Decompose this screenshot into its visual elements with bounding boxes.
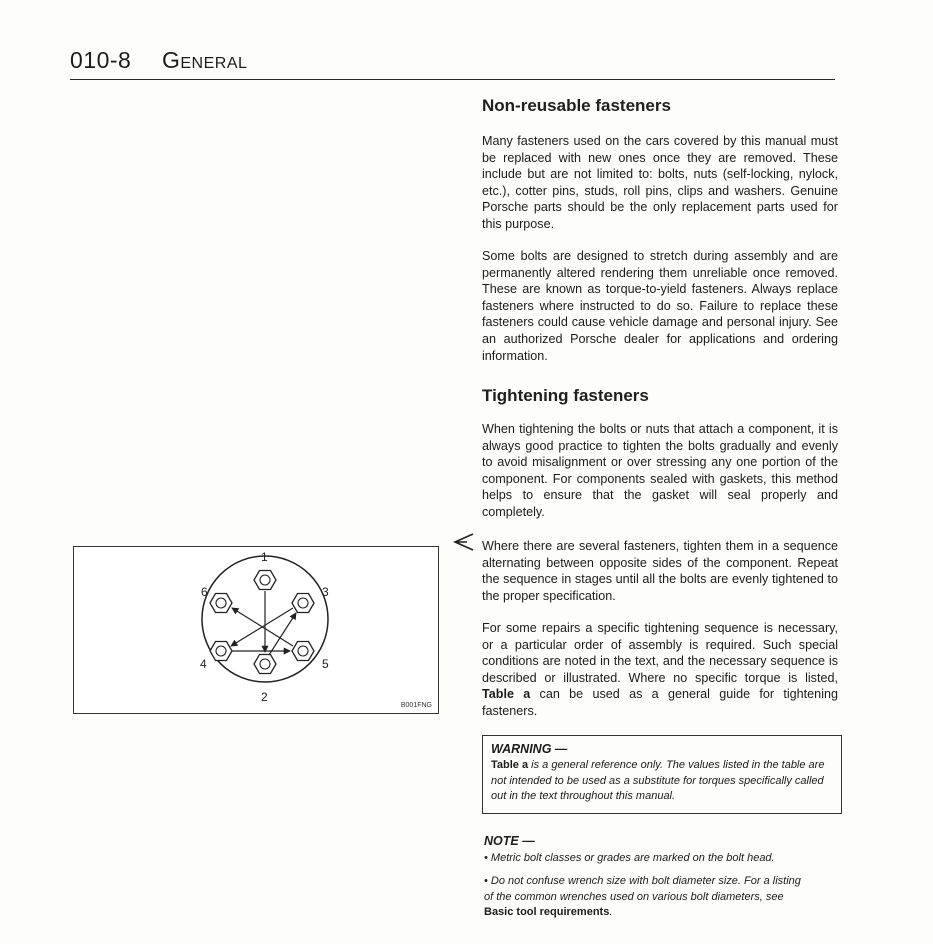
para-nonreusable-1 xyxy=(482,133,838,233)
note-item-1: • Metric bolt classes or grades are marked on the bolt head. xyxy=(484,852,775,864)
heading-nonreusable-text: Non-reusable fasteners xyxy=(482,96,671,115)
para-tightening-3-part1: For some repairs a specific tightening sequence is necessary, or a particular order of assembly is required. Such special conditions are noted in the text, and the necessary sequence is described or illustrated. Where no specific torque is listed, xyxy=(482,621,838,685)
label-bolt-4: 4 xyxy=(200,657,207,671)
note-item-2 xyxy=(484,874,812,921)
page-header xyxy=(70,45,835,80)
heading-nonreusable xyxy=(482,96,838,116)
para-nonreusable-2-text: Some bolts are designed to stretch during assembly and are permanently altered rendering them unreliable once removed. These are known as torque-to-yield fasteners. Always replace fasteners where instructed to do so. Failure to replace these fasteners could cause vehicle damage and personal injury. See an authorized Porsche dealer for applications and ordering information. xyxy=(482,249,838,363)
table-a-reference: Table a xyxy=(482,687,531,702)
section-name: General xyxy=(162,47,248,73)
note-item-2-link: Basic tool requirements xyxy=(484,906,610,918)
page-number: 010-8 xyxy=(70,47,132,73)
para-tightening-3 xyxy=(482,620,838,720)
para-tightening-2 xyxy=(482,538,838,604)
bolt-2 xyxy=(254,655,276,674)
warning-body: is a general reference only. The values listed in the table are not intended to be used as a substitute for torques specifically called out in the text throughout this manual. xyxy=(491,759,825,802)
para-tightening-3-text xyxy=(482,620,838,720)
figure-code: B001FNG xyxy=(400,702,432,709)
bolt-1 xyxy=(254,571,276,590)
bolt-6 xyxy=(210,594,232,613)
bolt-4 xyxy=(210,642,232,661)
note-item-2-end: . xyxy=(609,906,613,918)
bolt-5 xyxy=(292,642,314,661)
bolt-sequence-figure xyxy=(73,546,439,714)
label-bolt-5: 5 xyxy=(322,657,329,671)
para-nonreusable-2 xyxy=(482,248,838,364)
para-tightening-2-text: Where there are several fasteners, tighten them in a sequence alternating between opposite sides of the component. Repeat the sequence in stages until all the bolts are evenly tightened to the proper specification. xyxy=(482,539,838,603)
note-item-2-text: • Do not confuse wrench size with bolt diameter size. For a listing of the common wrenches used on various bolt diameters, see xyxy=(484,875,801,903)
para-tightening-1-text: When tightening the bolts or nuts that attach a component, it is always good practice to tighten the bolts gradually and evenly to avoid misalignment or over stressing any one portion of the component. For components sealed with gaskets, this method helps to ensure that the gasket will seal properly and completely. xyxy=(482,422,838,519)
para-nonreusable-1-text: Many fasteners used on the cars covered by this manual must be replaced with new ones once they are removed. These include but are not limited to: bolts, nuts (self-locking, nylock, etc.), cotter pins, studs, roll pins, clips and washers. Genuine Porsche parts should be the only replacement parts used for this purpose. xyxy=(482,134,838,231)
warning-box xyxy=(482,735,842,814)
note-title: NOTE — xyxy=(484,834,535,848)
para-tightening-3-part2: can be used as a general guide for tightening fasteners. xyxy=(482,687,838,718)
warning-table-ref: Table a xyxy=(491,759,529,771)
label-bolt-2: 2 xyxy=(261,690,268,704)
bolt-3 xyxy=(292,594,314,613)
para-tightening-1 xyxy=(482,421,838,521)
heading-tightening xyxy=(482,386,838,406)
warning-text xyxy=(491,758,833,805)
label-bolt-1: 1 xyxy=(261,550,268,564)
warning-title: WARNING — xyxy=(491,742,568,756)
bolt-pattern-diagram xyxy=(74,547,438,713)
pointer-arrow-icon xyxy=(453,533,475,551)
heading-tightening-text: Tightening fasteners xyxy=(482,386,649,405)
label-bolt-6: 6 xyxy=(201,585,208,599)
label-bolt-3: 3 xyxy=(322,585,329,599)
